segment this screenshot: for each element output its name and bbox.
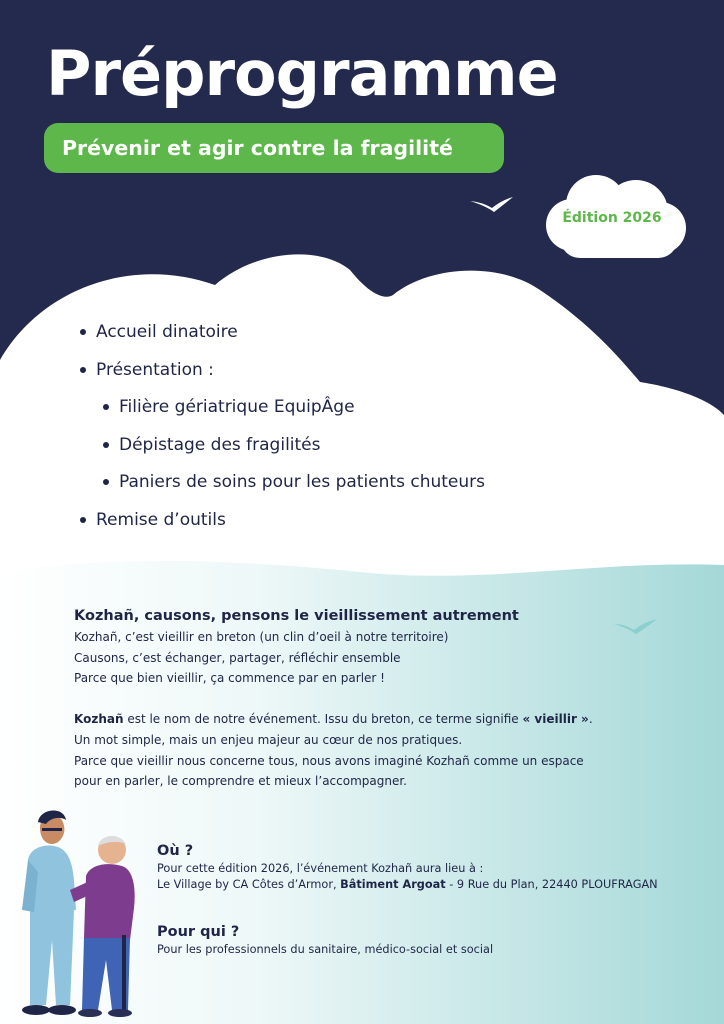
- edition-badge: Édition 2026: [562, 210, 662, 226]
- kozhan-line: Un mot simple, mais un enjeu majeur au cœur de nos pratiques.: [74, 732, 463, 747]
- kozhan-line: Parce que vieillir nous concerne tous, nous avons imaginé Kozhañ comme un espace: [74, 753, 584, 768]
- kozhan-line: Kozhañ, c’est vieillir en breton (un clin d’oeil à notre territoire): [74, 630, 449, 644]
- kozhan-line: Causons, c’est échanger, partager, réfléchir ensemble: [74, 650, 401, 665]
- agenda-item: Remise d’outils: [80, 506, 485, 544]
- bullet-icon: [103, 442, 109, 448]
- kozhan-line: Parce que bien vieillir, ça commence par en parler !: [74, 671, 385, 686]
- where-section: [157, 841, 658, 893]
- bullet-icon: [80, 329, 86, 335]
- bullet-icon: [80, 517, 86, 523]
- kozhan-line: pour en parler, le comprendre et mieux l’accompagner.: [74, 774, 407, 789]
- where-line: Pour cette édition 2026, l’événement Kozhañ aura lieu à :: [157, 862, 484, 875]
- caregiver-elder-illustration: [0, 800, 150, 1024]
- kozhan-definition: Kozhañ est le nom de notre événement. Issu du breton, ce terme signifie « vieillir ».: [74, 712, 593, 727]
- subtitle-pill: [44, 123, 504, 173]
- bullet-icon: [103, 479, 109, 485]
- who-heading: Pour qui ?: [157, 924, 240, 940]
- agenda-subitem: Filière gériatrique EquipÂge: [103, 393, 485, 431]
- subtitle-text: Prévenir et agir contre la fragilité: [62, 136, 453, 160]
- bullet-icon: [103, 404, 109, 410]
- agenda-subitem: Dépistage des fragilités: [103, 431, 485, 469]
- agenda-list: [80, 318, 485, 544]
- agenda-item: Accueil dinatoire: [80, 318, 485, 356]
- agenda-item: Présentation :: [80, 356, 485, 394]
- page-title: Préprogramme: [46, 37, 558, 110]
- bullet-icon: [80, 367, 86, 373]
- agenda-subitem: Paniers de soins pour les patients chuteurs: [103, 468, 485, 506]
- kozhan-title: Kozhañ, causons, pensons le vieillissement autrement: [74, 608, 519, 624]
- where-address: Le Village by CA Côtes d’Armor, Bâtiment Argoat - 9 Rue du Plan, 22440 PLOUFRAGAN: [157, 878, 658, 891]
- elder-figure: [70, 836, 135, 1017]
- who-section: [157, 922, 493, 958]
- where-heading: Où ?: [157, 843, 194, 859]
- who-line: Pour les professionnels du sanitaire, médico-social et social: [157, 943, 494, 956]
- kozhan-section: [74, 608, 654, 792]
- caregiver-figure: [22, 810, 76, 1015]
- paragraph-gap: [74, 689, 654, 709]
